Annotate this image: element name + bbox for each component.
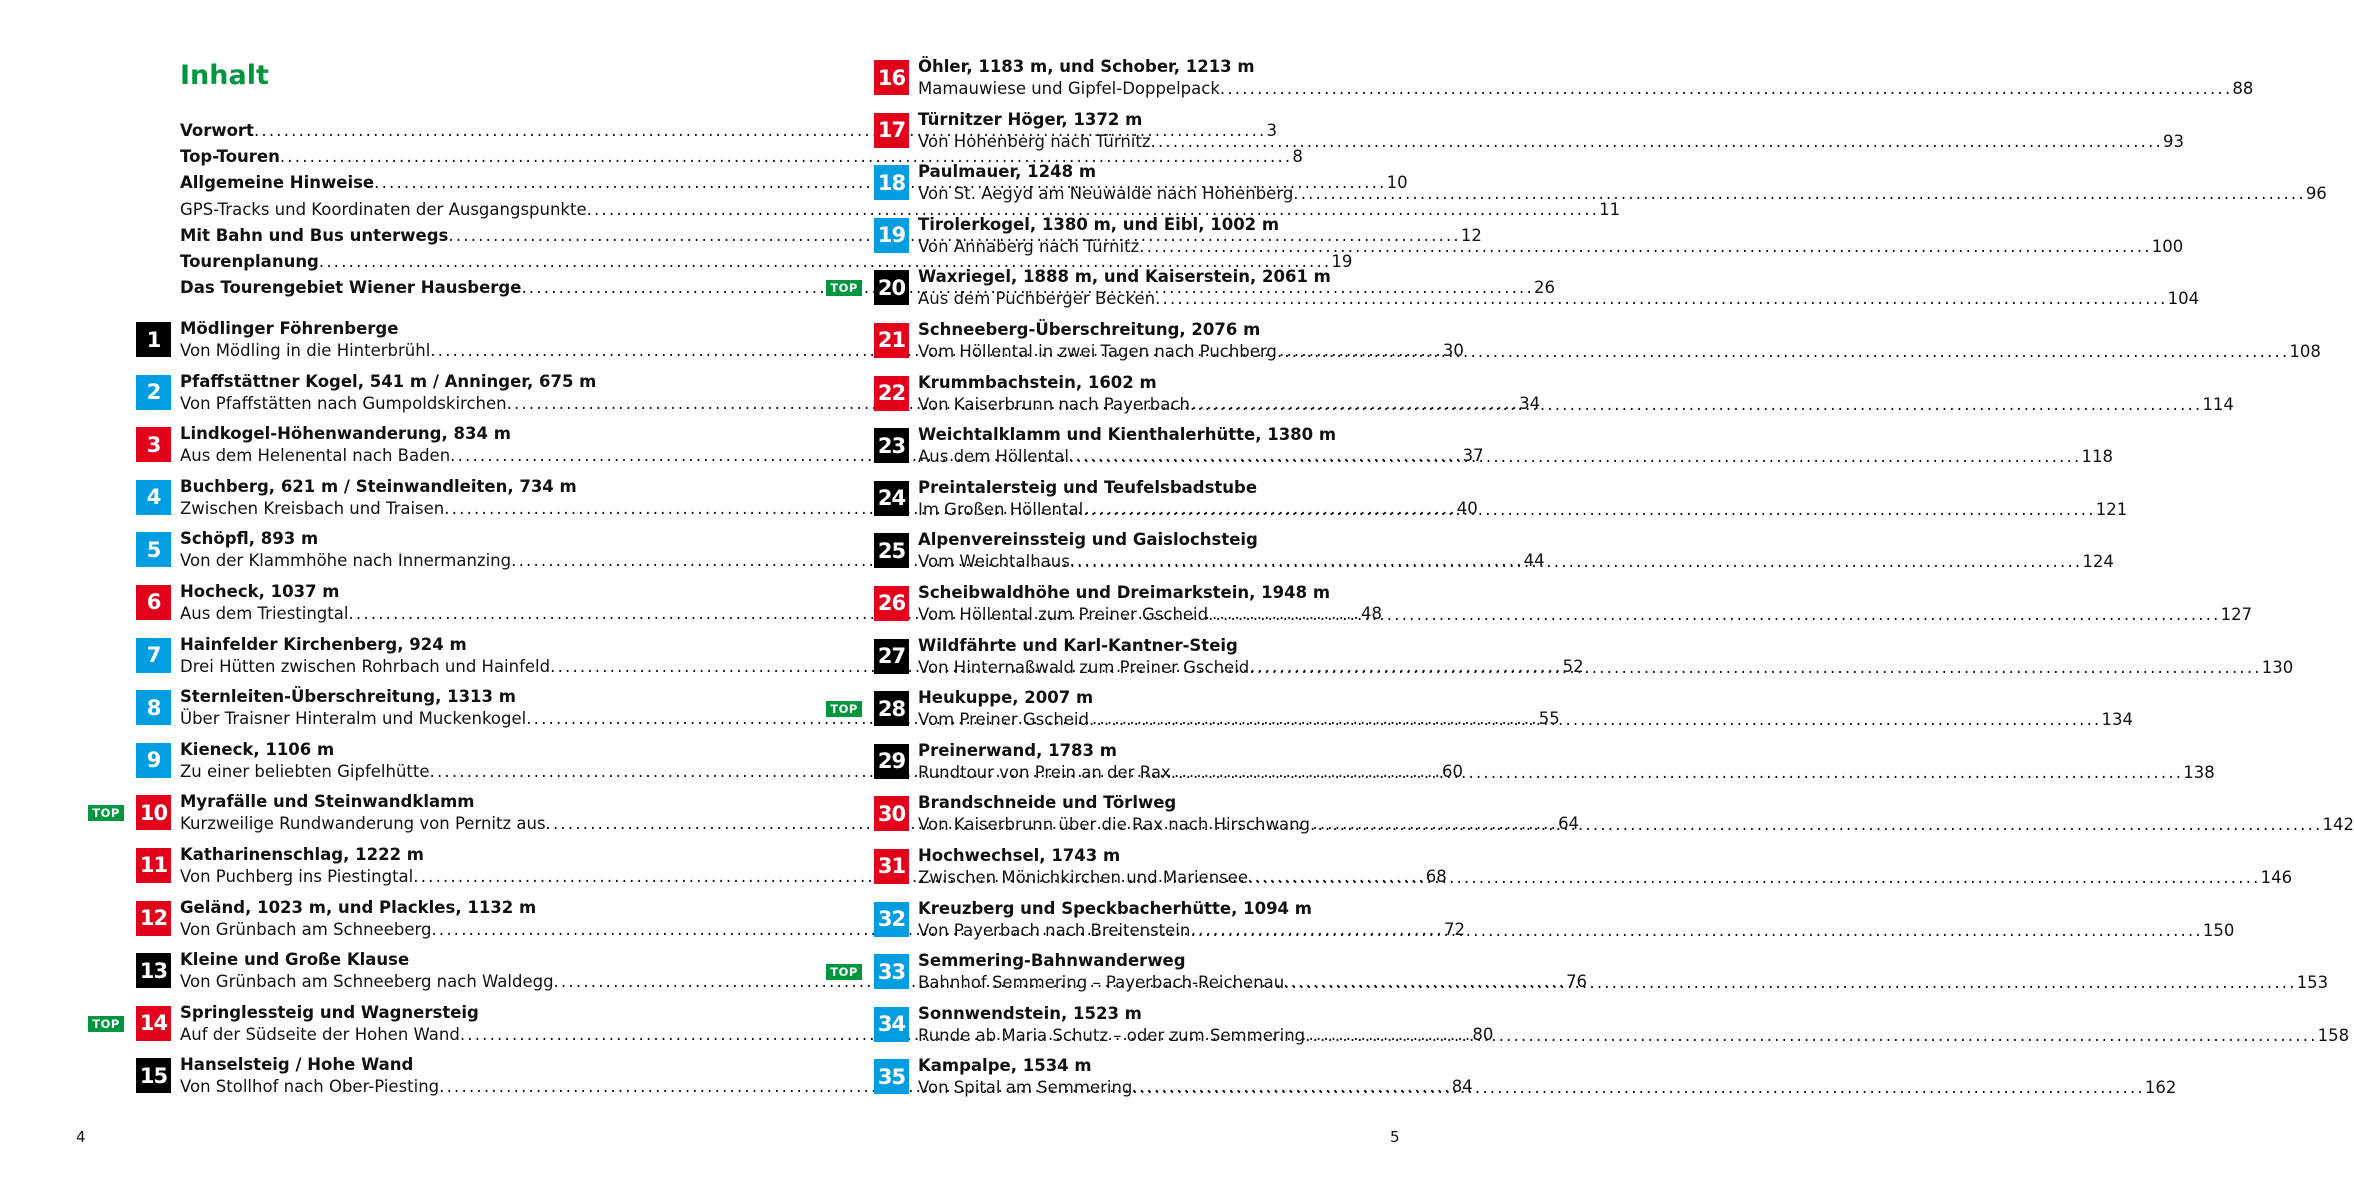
tour-title: Hanselsteig / Hohe Wand	[180, 1055, 414, 1075]
tour-title: Kampalpe, 1534 m	[918, 1056, 1092, 1076]
tour-number-badge: 10	[136, 795, 171, 830]
front-matter-row[interactable]	[180, 144, 1303, 170]
tour-page: 138	[2183, 762, 2215, 782]
tour-subtitle: Vom Preiner Gscheid	[918, 710, 1089, 730]
entry-title: GPS-Tracks und Koordinaten der Ausgangspunkte	[180, 199, 587, 219]
toc-heading: Inhalt	[180, 60, 269, 91]
tour-subtitle: Kurzweilige Rundwanderung von Pernitz aus	[180, 814, 546, 834]
tour-subtitle: Von der Klammhöhe nach Innermanzing	[180, 551, 512, 571]
dot-leader	[1139, 236, 2152, 258]
tour-number-badge: 25	[874, 533, 909, 568]
tour-number-badge: 9	[136, 743, 171, 778]
tour-number-badge: 2	[136, 375, 171, 410]
dot-leader	[1190, 920, 2203, 942]
top-tour-badge: TOP	[88, 1016, 124, 1032]
tour-subtitle: Mamauwiese und Gipfel-Doppelpack	[918, 79, 1220, 98]
entry-title: Das Tourengebiet Wiener Hausberge	[180, 278, 522, 298]
tour-number-badge: 7	[136, 638, 171, 673]
tour-page: 52	[1562, 656, 1584, 676]
tour-subtitle: Zwischen Kreisbach und Traisen	[180, 498, 445, 518]
tour-number-badge: 8	[136, 690, 171, 725]
tour-subtitle: Von Payerbach nach Breitenstein	[918, 920, 1191, 940]
tour-title: Paulmauer, 1248 m	[918, 162, 1097, 182]
tour-page: 88	[2232, 79, 2254, 98]
entry-title: Vorwort	[180, 121, 254, 140]
tour-page: 121	[2095, 499, 2128, 519]
tour-title: Preintalersteig und Teufelsbadstube	[918, 477, 1258, 497]
tour-text	[918, 56, 2254, 100]
dot-leader	[1284, 972, 2297, 994]
tour-page: 124	[2082, 552, 2114, 572]
dot-leader	[1305, 1025, 2318, 1047]
tour-subtitle: Von Spital am Semmering	[918, 1078, 1133, 1098]
top-tour-badge: TOP	[826, 964, 862, 980]
tour-number-badge: 4	[136, 480, 171, 515]
tour-page: 30	[1442, 341, 1464, 360]
tour-number-badge: 19	[874, 218, 909, 253]
tour-number-badge: 3	[136, 427, 171, 462]
tour-title: Sonnwendstein, 1523 m	[918, 1003, 1142, 1023]
tour-number-badge: 32	[874, 902, 909, 937]
tour-title: Wildfährte und Karl-Kantner-Steig	[918, 635, 1238, 655]
entry-page: 3	[1266, 121, 1277, 140]
tour-page: 72	[1443, 919, 1465, 939]
tour-page: 134	[2101, 710, 2134, 730]
tour-entry[interactable]	[874, 582, 2253, 635]
tour-title: Waxriegel, 1888 m, und Kaiserstein, 2061 m	[918, 267, 1331, 287]
tour-subtitle: Drei Hütten zwischen Rohrbach und Hainfeld	[180, 656, 551, 676]
tour-title: Kieneck, 1106 m	[180, 739, 335, 759]
tour-title: Semmering-Bahnwanderweg	[918, 951, 1186, 971]
tour-title: Schneeberg-Überschreitung, 2076 m	[918, 319, 1261, 339]
tour-subtitle: Von Mödling in die Hinterbrühl	[180, 341, 431, 360]
dot-leader	[1083, 499, 2096, 521]
tour-title: Heukuppe, 2007 m	[918, 688, 1094, 708]
tour-title: Springlessteig und Wagnersteig	[180, 1002, 479, 1022]
tour-page: 40	[1456, 498, 1478, 518]
tour-subtitle: Von Pfaffstätten nach Gumpoldskirchen	[180, 393, 507, 413]
tour-title: Preinerwand, 1783 m	[918, 740, 1117, 760]
tour-number-badge: 1	[136, 322, 171, 357]
tour-number-badge: 27	[874, 639, 909, 674]
top-tour-badge: TOP	[88, 805, 124, 821]
tour-page: 37	[1462, 446, 1484, 466]
tour-number-badge: 24	[874, 481, 909, 516]
dot-leader	[1208, 604, 2221, 626]
tour-text	[918, 109, 2185, 153]
tour-title: Geländ, 1023 m, und Plackles, 1132 m	[180, 897, 537, 917]
tour-number-badge: 30	[874, 796, 909, 831]
tour-subtitle-line	[918, 131, 2185, 153]
tour-page: 93	[2163, 131, 2185, 151]
tour-number-badge: 21	[874, 323, 909, 358]
tour-number-badge: 5	[136, 532, 171, 567]
front-matter-row[interactable]	[180, 249, 1353, 275]
tour-page: 84	[1451, 1077, 1473, 1097]
dot-leader	[1069, 446, 2082, 468]
front-matter-row[interactable]	[180, 197, 1621, 223]
tour-page: 162	[2144, 1078, 2177, 1098]
tour-subtitle: Aus dem Höllental	[918, 447, 1069, 467]
dot-leader	[1248, 867, 2261, 889]
tour-subtitle-line	[918, 236, 2184, 258]
entry-title: Mit Bahn und Bus unterwegs	[180, 225, 449, 245]
tour-page: 142	[2322, 815, 2354, 835]
tour-subtitle: Von Kaiserbrunn über die Rax nach Hirschwang	[918, 815, 1311, 835]
tour-subtitle: Rundtour von Prein an der Rax	[918, 762, 1171, 782]
tour-page: 108	[2289, 341, 2321, 361]
tour-title: Katharinenschlag, 1222 m	[180, 844, 424, 864]
tour-number-badge: 13	[136, 953, 171, 988]
tour-page: 150	[2202, 920, 2235, 940]
tour-subtitle: Vom Weichtalhaus	[918, 552, 1070, 572]
tour-subtitle: Von Grünbach am Schneeberg nach Waldegg	[180, 972, 554, 992]
tour-title: Brandschneide und Törlweg	[918, 793, 1177, 813]
tour-subtitle: Von Kaiserbrunn nach Payerbach	[918, 394, 1190, 414]
tour-number-badge: 28	[874, 691, 909, 726]
tour-title: Krummbachstein, 1602 m	[918, 372, 1157, 392]
tour-subtitle: Vom Höllental zum Preiner Gscheid	[918, 604, 1209, 624]
tour-subtitle: Von Hinternaßwald zum Preiner Gscheid	[918, 657, 1250, 677]
tour-title: Sternleiten-Überschreitung, 1313 m	[180, 687, 516, 707]
tour-number-badge: 20	[874, 270, 909, 305]
tour-number-badge: 16	[874, 60, 909, 95]
tour-subtitle: Zwischen Mönichkirchen und Mariensee	[918, 867, 1249, 887]
tour-title: Scheibwaldhöhe und Dreimarkstein, 1948 m	[918, 582, 1331, 602]
tour-title: Kreuzberg und Speckbacherhütte, 1094 m	[918, 898, 1312, 918]
entry-page: 10	[1386, 173, 1408, 193]
entry-page: 19	[1331, 251, 1353, 271]
tour-subtitle: Von Grünbach am Schneeberg	[180, 919, 432, 939]
tour-number-badge: 22	[874, 376, 909, 411]
tour-subtitle-line	[918, 604, 2253, 626]
tour-page: 96	[2305, 184, 2327, 204]
entry-page: 26	[1533, 278, 1555, 298]
page-number-left: 4	[76, 1128, 86, 1146]
dot-leader	[1220, 78, 2233, 100]
tour-number-badge: 15	[136, 1058, 171, 1093]
tour-page: 44	[1523, 551, 1545, 571]
tour-page: 146	[2260, 867, 2293, 887]
tour-page: 158	[2317, 1025, 2350, 1045]
tour-subtitle: Bahnhof Semmering – Payerbach-Reichenau	[918, 973, 1285, 993]
tour-subtitle: Von Stollhof nach Ober-Piesting	[180, 1077, 440, 1097]
tour-subtitle: Über Traisner Hinteralm und Muckenkogel	[180, 709, 527, 729]
dot-leader	[1171, 762, 2184, 784]
tour-title: Hochwechsel, 1743 m	[918, 845, 1121, 865]
tour-page: 80	[1472, 1024, 1494, 1044]
tour-subtitle: Von St. Aegyd am Neuwalde nach Hohenberg	[918, 184, 1294, 204]
tour-number-badge: 6	[136, 585, 171, 620]
tour-page: 55	[1538, 709, 1560, 729]
tour-subtitle: Von Hohenberg nach Türnitz	[918, 131, 1151, 151]
dot-leader	[1132, 1077, 2145, 1099]
tour-entry[interactable]	[874, 56, 2254, 109]
tour-subtitle: Aus dem Triestingtal	[180, 603, 349, 623]
dot-leader	[1151, 131, 2164, 153]
tour-page: 153	[2296, 973, 2329, 993]
tour-title: Mödlinger Föhrenberge	[180, 319, 399, 338]
tour-number-badge: 31	[874, 849, 909, 884]
top-tour-badge: TOP	[826, 280, 862, 296]
dot-leader	[1293, 183, 2306, 205]
tour-page: 48	[1360, 603, 1382, 623]
tour-title: Kleine und Große Klause	[180, 950, 410, 970]
dot-leader	[1089, 709, 2102, 731]
dot-leader	[1249, 657, 2262, 679]
dot-leader	[1310, 814, 2323, 836]
entry-title: Allgemeine Hinweise	[180, 173, 375, 193]
tour-page: 118	[2081, 447, 2113, 467]
tour-number-badge: 12	[136, 901, 171, 936]
tour-number-badge: 26	[874, 586, 909, 621]
entry-title: Tourenplanung	[180, 251, 319, 271]
tour-title: Buchberg, 621 m / Steinwandleiten, 734 m	[180, 476, 577, 496]
entry-page: 12	[1460, 225, 1482, 245]
dot-leader	[1277, 341, 2290, 363]
tour-subtitle: Aus dem Puchberger Becken	[918, 289, 1156, 309]
tour-title: Öhler, 1183 m, und Schober, 1213 m	[918, 57, 1255, 76]
tour-number-badge: 14	[136, 1006, 171, 1041]
tour-text	[918, 582, 2253, 626]
entry-title: Top-Touren	[180, 147, 280, 167]
page-number-right: 5	[1390, 1128, 1400, 1146]
tour-subtitle: Vom Höllental in zwei Tagen nach Puchberg	[918, 341, 1277, 361]
tour-page: 34	[1519, 393, 1541, 413]
tour-title: Schöpfl, 893 m	[180, 529, 319, 549]
tour-page: 76	[1566, 972, 1588, 992]
entry-page: 11	[1599, 199, 1621, 219]
tour-page: 68	[1425, 866, 1447, 886]
tour-title: Lindkogel-Höhenwanderung, 834 m	[180, 424, 511, 444]
tour-page: 60	[1442, 761, 1464, 781]
tour-title: Weichtalklamm und Kienthalerhütte, 1380 m	[918, 425, 1337, 445]
tour-page: 130	[2261, 657, 2294, 677]
tour-number-badge: 34	[874, 1007, 909, 1042]
tour-subtitle: Von Puchberg ins Piestingtal	[180, 866, 414, 886]
tour-title: Türnitzer Höger, 1372 m	[918, 109, 1143, 129]
dot-leader	[1155, 288, 2168, 310]
tour-page: 104	[2167, 289, 2200, 309]
tour-number-badge: 29	[874, 744, 909, 779]
tour-subtitle: Aus dem Helenental nach Baden	[180, 446, 451, 466]
tour-subtitle: Zu einer beliebten Gipfelhütte	[180, 761, 430, 781]
dot-leader	[1070, 551, 2083, 573]
tour-number-badge: 33	[874, 954, 909, 989]
dot-leader	[1190, 394, 2203, 416]
tour-subtitle: Von Annaberg nach Türnitz	[918, 236, 1140, 256]
tour-number-badge: 17	[874, 113, 909, 148]
tour-subtitle: Runde ab Maria Schutz – oder zum Semmering	[918, 1025, 1306, 1045]
tour-number-badge: 23	[874, 428, 909, 463]
tour-title: Myrafälle und Steinwandklamm	[180, 792, 475, 812]
entry-page: 8	[1292, 147, 1303, 167]
tour-number-badge: 35	[874, 1059, 909, 1094]
tour-page: 64	[1558, 814, 1580, 834]
tour-page: 127	[2220, 604, 2253, 624]
tour-title: Hainfelder Kirchenberg, 924 m	[180, 634, 467, 654]
tour-subtitle-line	[918, 78, 2254, 100]
tour-title: Hocheck, 1037 m	[180, 581, 340, 601]
tour-subtitle: Im Großen Höllental	[918, 499, 1084, 519]
tour-number-badge: 11	[136, 848, 171, 883]
tour-title: Tirolerkogel, 1380 m, und Eibl, 1002 m	[918, 214, 1280, 234]
tour-page: 114	[2202, 394, 2234, 414]
tour-entry[interactable]	[874, 109, 2185, 162]
tour-number-badge: 18	[874, 165, 909, 200]
tour-page: 100	[2151, 236, 2184, 256]
tour-subtitle: Auf der Südseite der Hohen Wand	[180, 1024, 460, 1044]
top-tour-badge: TOP	[826, 701, 862, 717]
tour-title: Alpenvereinssteig und Gaislochsteig	[918, 530, 1258, 550]
tour-title: Pfaffstättner Kogel, 541 m / Anninger, 675 m	[180, 371, 597, 391]
